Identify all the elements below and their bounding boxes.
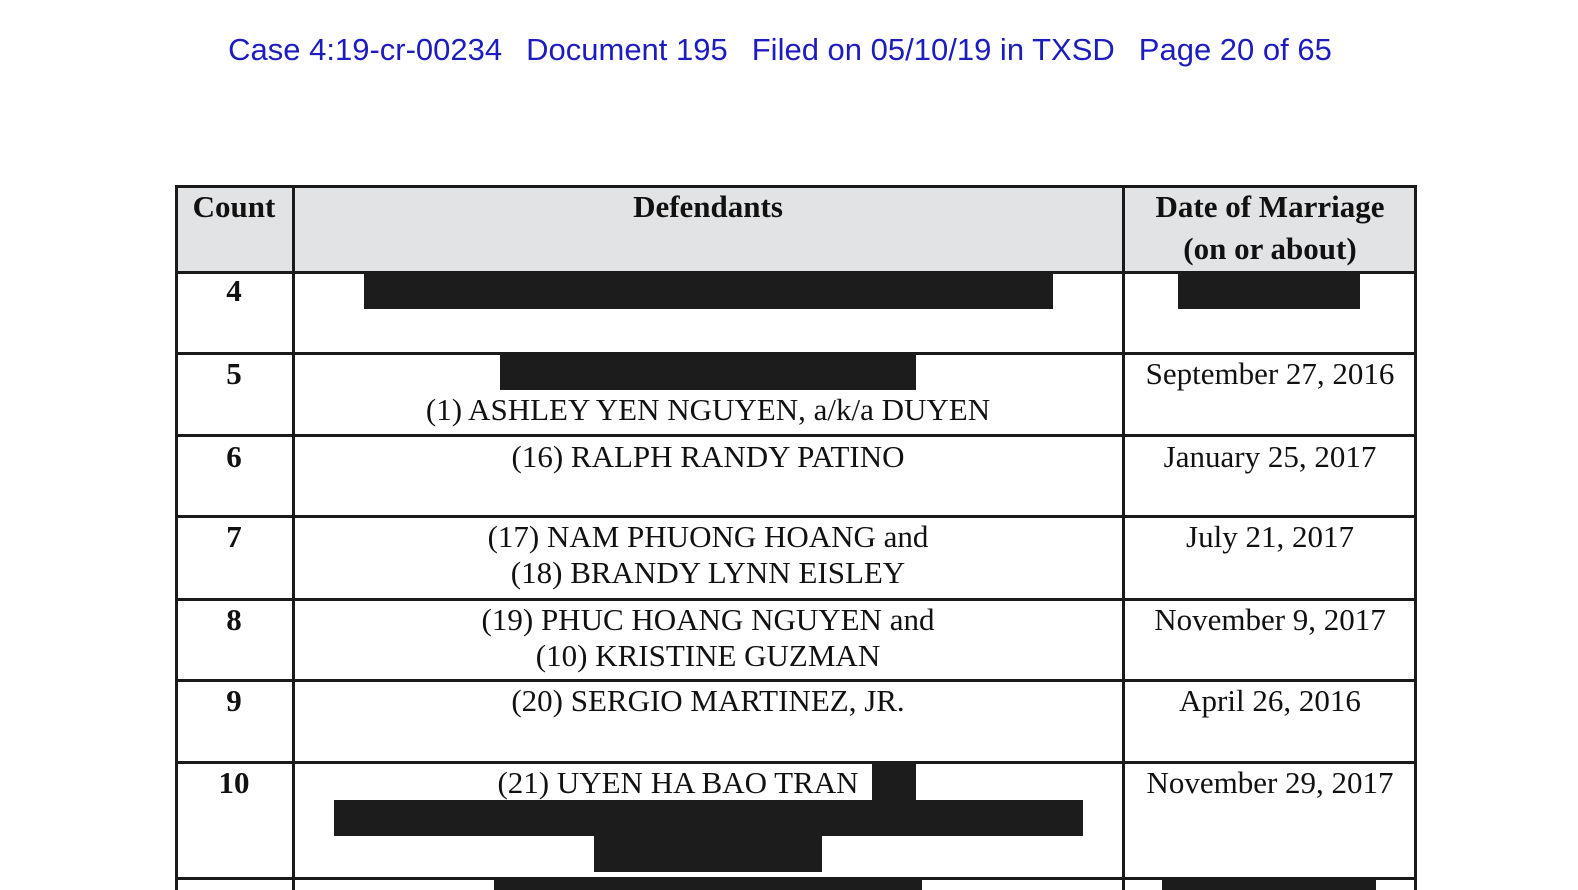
column-header-count: Count [192,189,276,224]
defendant-name: (21) UYEN HA BAO TRAN [497,765,859,800]
marriage-date: September 27, 2016 [1145,356,1395,391]
marriage-date: November 9, 2017 [1154,602,1386,637]
count-number: 7 [226,519,242,554]
marriage-date: April 26, 2016 [1179,683,1361,718]
row-divider [175,679,1417,682]
count-number: 6 [226,439,242,474]
column-header-date-sub: (on or about) [1183,231,1357,266]
defendant-name: (18) BRANDY LYNN EISLEY [510,555,906,590]
count-number: 8 [226,602,242,637]
table-border-top [175,185,1417,188]
defendant-name: (16) RALPH RANDY PATINO [511,439,905,474]
row-divider [175,434,1417,437]
marriage-date: July 21, 2017 [1186,519,1354,554]
row-divider [175,515,1417,518]
count-number: 9 [226,683,242,718]
marriage-date: November 29, 2017 [1146,765,1394,800]
document-header [0,32,1560,68]
defendant-name: (20) SERGIO MARTINEZ, JR. [511,683,905,718]
filed-date: Filed on 05/10/19 in TXSD [751,32,1115,67]
redaction-bar [334,800,1083,836]
defendant-name: (10) KRISTINE GUZMAN [535,638,881,673]
row-divider [175,761,1417,764]
column-header-date: Date of Marriage [1155,189,1385,224]
document-number: Document 195 [526,32,728,67]
count-number: 10 [218,765,250,800]
redaction-bar [364,272,1053,309]
count-number: 5 [226,356,242,391]
defendant-name: (19) PHUC HOANG NGUYEN and [481,602,935,637]
redaction-bar [500,353,916,390]
case-number: Case 4:19-cr-00234 [228,32,503,67]
redaction-bar [1178,272,1360,309]
redaction-bar [1162,880,1376,890]
page-number: Page 20 of 65 [1138,32,1332,67]
redaction-bar [594,836,822,872]
defendant-name: (1) ASHLEY YEN NGUYEN, a/k/a DUYEN [425,392,991,427]
row-divider [175,598,1417,601]
marriage-date: January 25, 2017 [1163,439,1377,474]
count-number: 4 [226,273,242,308]
defendant-name: (17) NAM PHUONG HOANG and [487,519,929,554]
redaction-bar [494,880,922,890]
column-header-defendants: Defendants [633,189,783,224]
